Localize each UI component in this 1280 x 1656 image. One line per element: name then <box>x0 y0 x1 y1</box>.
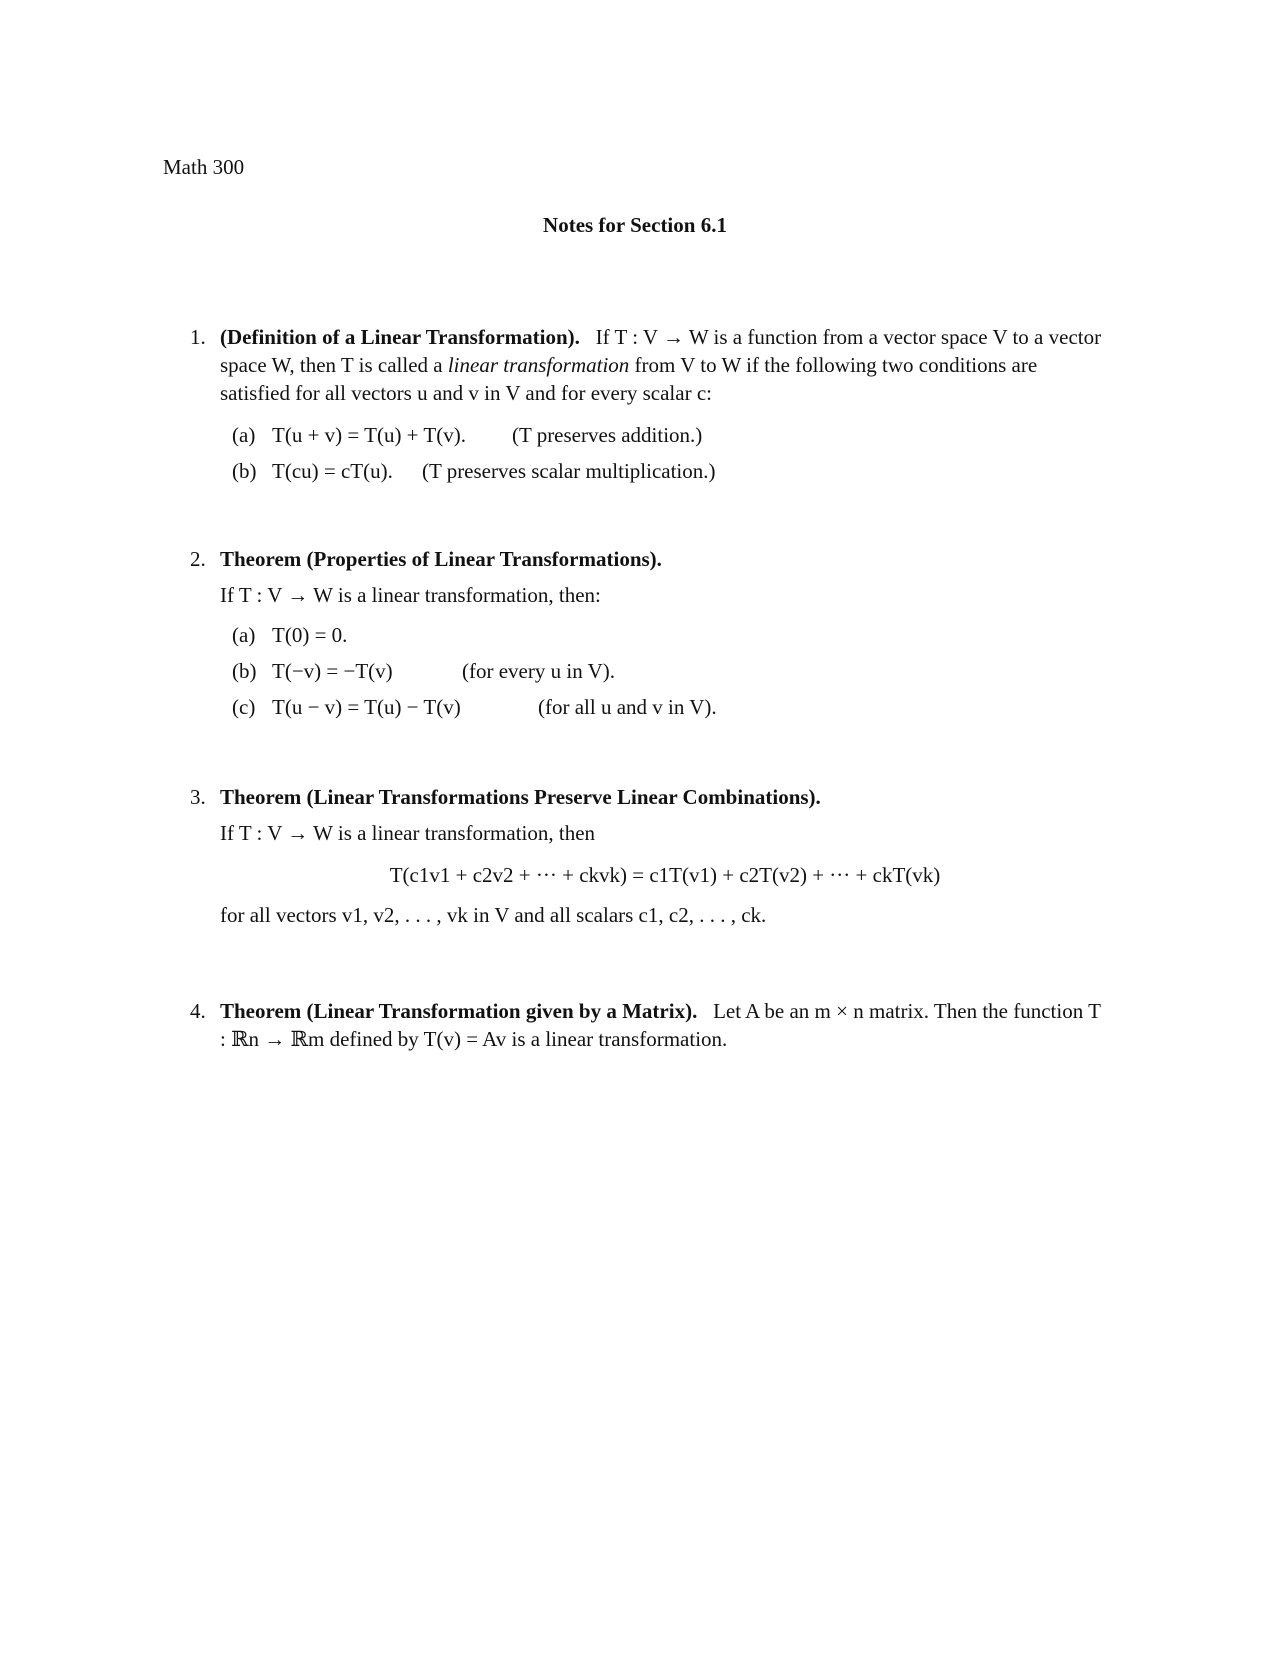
formula: T(0) = 0. <box>272 623 348 647</box>
formula: T(u + v) = T(u) + T(v). <box>272 423 466 447</box>
item-heading: (Definition of a Linear Transformation). <box>220 325 580 349</box>
formula-note: (for all u and v in V). <box>538 695 717 719</box>
item-number: 3. <box>190 785 206 809</box>
definition-text-end: from V to W if the following two conditions are satisfied for all vectors u and v in V and for every scalar c: <box>220 353 1038 405</box>
sub-item-a <box>232 421 1110 457</box>
item-heading: Theorem (Linear Transformations Preserve Linear Combinations). <box>220 785 821 809</box>
item-intro: If T : V → W is a linear transformation, then <box>220 821 596 845</box>
sub-item-b <box>232 457 1110 493</box>
item-number: 1. <box>190 325 206 349</box>
formula-note: (T preserves scalar multiplication.) <box>422 459 716 483</box>
item-3 <box>190 783 1110 929</box>
formula-note: (for every u in V). <box>462 659 615 683</box>
page-title: Notes for Section 6.1 <box>543 213 727 237</box>
definition-paragraph <box>220 323 1110 407</box>
sub-item-c <box>232 693 1110 729</box>
course-label: Math 300 <box>163 155 245 179</box>
emphasized-term: linear transformation <box>447 353 630 377</box>
item-number: 2. <box>190 547 206 571</box>
formula: T(−v) = −T(v) <box>272 659 393 683</box>
formula: T(u − v) = T(u) − T(v) <box>272 695 461 719</box>
item-4 <box>190 997 1110 1053</box>
item-1 <box>190 323 1110 493</box>
formula: T(cu) = cT(u). <box>272 459 393 483</box>
sub-label: (c) <box>232 695 256 719</box>
theorem-text: Let A be an m × n matrix. Then the function T : ℝn → ℝm defined by T(v) = Av is a linear transformation. <box>220 999 1101 1051</box>
theorem-paragraph <box>220 997 1110 1053</box>
sub-label: (b) <box>232 659 257 683</box>
item-intro: If T : V → W is a linear transformation, then: <box>220 583 601 607</box>
formula-note: (T preserves addition.) <box>512 423 703 447</box>
sub-item-a <box>232 621 1110 657</box>
definition-text-start: If T : V → W is a function from a vector space V to a vector space W, then T is called a <box>220 325 1102 377</box>
item-conclusion: for all vectors v1, v2, . . . , vk in V and all scalars c1, c2, . . . , ck. <box>220 903 767 927</box>
display-equation: T(c1v1 + c2v2 + ··· + ckvk) = c1T(v1) + c2T(v2) + ··· + ckT(vk) <box>389 863 941 887</box>
sub-label: (a) <box>232 423 256 447</box>
item-2 <box>190 545 1110 729</box>
item-number: 4. <box>190 999 206 1023</box>
sub-label: (a) <box>232 623 256 647</box>
sub-label: (b) <box>232 459 257 483</box>
sub-item-b <box>232 657 1110 693</box>
item-heading: Theorem (Properties of Linear Transformations). <box>220 547 662 571</box>
item-heading: Theorem (Linear Transformation given by a Matrix). <box>220 999 698 1023</box>
